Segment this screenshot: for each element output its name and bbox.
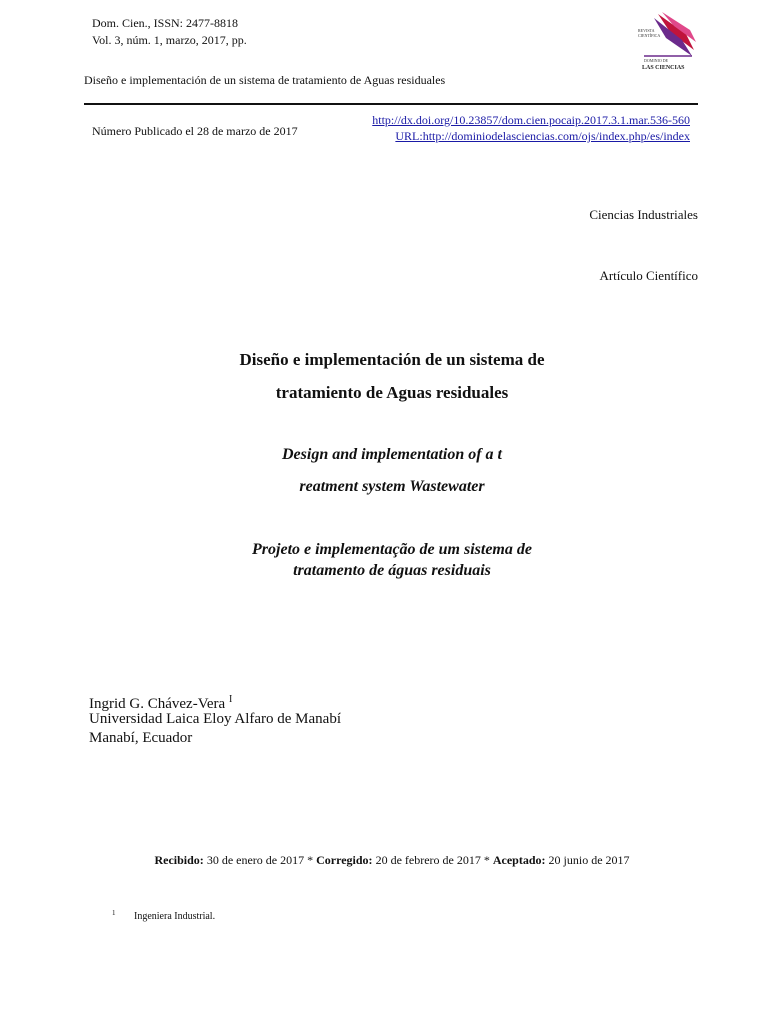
received-value: 30 de enero de 2017 * [206,853,314,867]
corrected-value: 20 de febrero de 2017 * [375,853,490,867]
footnote-text: Ingeniera Industrial. [134,911,216,922]
author-name: Ingrid G. Chávez-Vera [89,696,226,712]
title-en-line2: reatment system Wastewater [299,478,485,495]
url-link[interactable]: URL:http://dominiodelasciencias.com/ojs/index.php/es/index [395,129,690,143]
running-title: Diseño e implementación de un sistema de tratamiento de Aguas residuales [84,73,446,87]
received-label: Recibido: [154,853,204,867]
article-dates [0,853,768,868]
logo-text-mid: DOMINIO DE [644,58,669,63]
author-institution: Universidad Laica Eloy Alfaro de Manabí [89,711,341,727]
journal-issn: Dom. Cien., ISSN: 2477-8818 [92,16,239,30]
logo-text-bottom: LAS CIENCIAS [642,65,685,71]
author-location: Manabí, Ecuador [89,730,193,746]
title-pt-line2: tratamento de águas residuais [293,562,491,579]
published-date: Número Publicado el 28 de marzo de 2017 [92,124,298,138]
article-type: Artículo Científico [599,268,698,283]
title-pt-line1: Projeto e implementação de um sistema de [252,541,532,558]
title-es-line2: tratamiento de Aguas residuales [275,383,509,402]
header-divider [84,103,698,105]
subject-area: Ciencias Industriales [589,207,698,222]
title-en-line1: Design and implementation of a t [281,446,502,463]
footnote-mark: 1 [112,909,116,917]
accepted-value: 20 junio de 2017 [548,853,630,867]
doi-link[interactable]: http://dx.doi.org/10.23857/dom.cien.pocaip.2017.3.1.mar.536-560 [372,113,690,127]
journal-logo [636,10,700,74]
accepted-label: Aceptado: [492,853,546,867]
journal-volume: Vol. 3, núm. 1, marzo, 2017, pp. [92,33,247,47]
corrected-label: Corregido: [316,853,373,867]
title-es-line1: Diseño e implementación de un sistema de [239,350,545,369]
logo-text-top: REVISTA CIENTÍFICA [638,28,661,38]
author-affiliation-mark: I [228,694,233,705]
